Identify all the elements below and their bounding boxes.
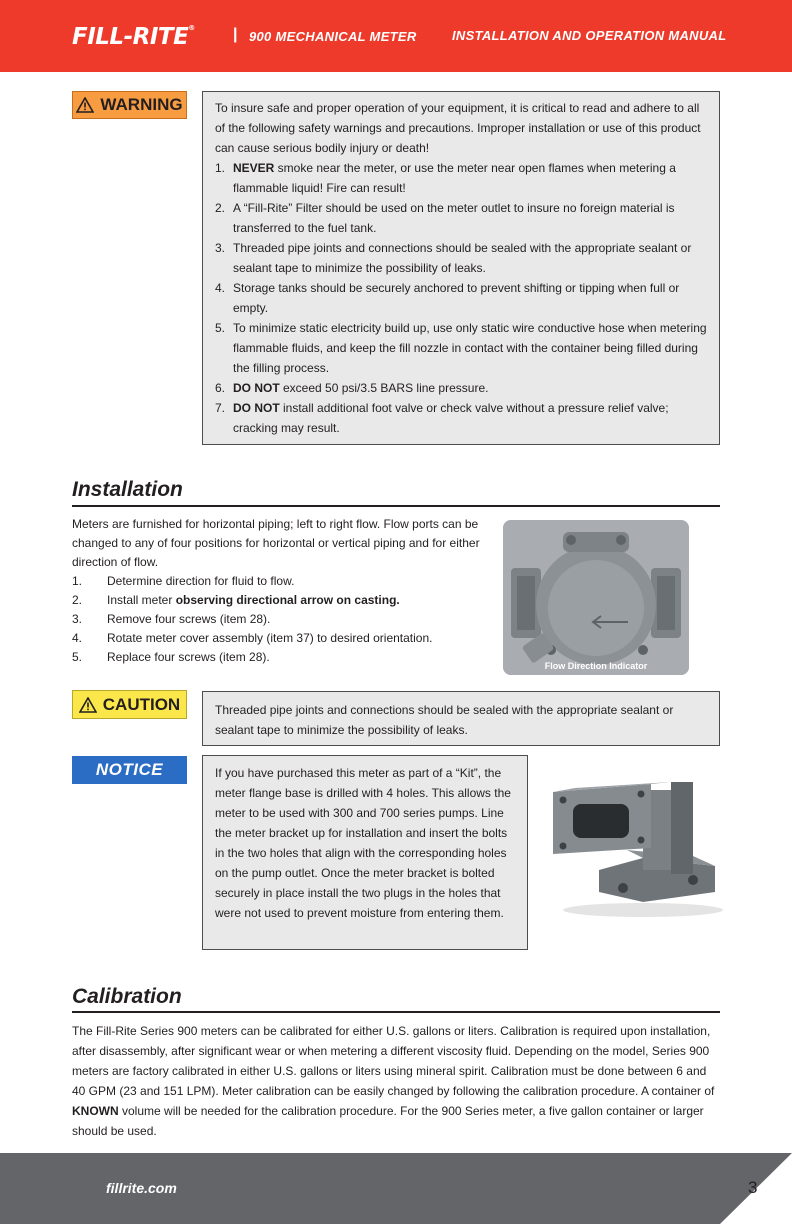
meter-bracket-illustration	[543, 770, 727, 920]
warning-badge	[72, 91, 187, 119]
page-number: 3	[748, 1178, 758, 1197]
warning-triangle-icon	[76, 97, 94, 113]
caution-badge	[72, 690, 187, 719]
warning-item: 4. Storage tanks should be securely anchored to prevent shifting or tipping when full or empty.	[215, 281, 680, 315]
warning-item: 5. To minimize static electricity build up, use only static wire conductive hose when metering flammable fluids, and keep the fill nozzle in contact with the container being filled during the filling process.	[215, 321, 707, 375]
warning-item: 7. DO NOT install additional foot valve or check valve without a pressure relief valve; cracking may result.	[215, 401, 669, 435]
flow-direction-caption: Flow Direction Indicator	[544, 661, 648, 671]
footer-website-link[interactable]: fillrite.com	[106, 1180, 177, 1196]
warning-item: 1. NEVER smoke near the meter, or use the meter near open flames when metering a flammable liquid! Fire can result!	[215, 161, 676, 195]
installation-steps	[72, 572, 502, 667]
caution-label: CAUTION	[102, 694, 181, 714]
installation-body	[72, 515, 502, 667]
caution-box	[202, 691, 720, 746]
header-manual-title: INSTALLATION AND OPERATION MANUAL	[452, 28, 727, 43]
meter-illustration	[503, 520, 689, 675]
warning-box	[202, 91, 720, 445]
warning-item: 3. Threaded pipe joints and connections should be sealed with the appropriate sealant or sealant tape to minimize the possibility of leaks.	[215, 241, 692, 275]
brand-logo: FILL-RITE®	[72, 24, 195, 50]
page-header	[0, 0, 792, 72]
header-product-name: 900 MECHANICAL METER	[249, 29, 417, 44]
installation-intro: Meters are furnished for horizontal piping; left to right flow. Flow ports can be changed to any of four positions for horizontal or vertical piping and for either direction of flow.	[72, 517, 480, 569]
warning-list	[215, 158, 709, 438]
caution-text: Threaded pipe joints and connections should be sealed with the appropriate sealant or sealant tape to minimize the possibility of leaks.	[215, 703, 674, 737]
warning-item: 2. A “Fill-Rite” Filter should be used on the meter outlet to insure no foreign material is transferred to the fuel tank.	[215, 201, 675, 235]
installation-step: 5. Replace four screws (item 28).	[72, 650, 270, 664]
caution-triangle-icon	[79, 697, 97, 713]
installation-rule	[72, 505, 720, 507]
installation-heading: Installation	[72, 478, 183, 501]
notice-label: NOTICE	[95, 760, 164, 779]
warning-intro: To insure safe and proper operation of your equipment, it is critical to read and adhere to all of the following safety warnings and precautions. Improper installation or use of this product can cause serious bodily injury or death!	[215, 101, 701, 155]
notice-box	[202, 755, 528, 950]
installation-step: 4. Rotate meter cover assembly (item 37) to desired orientation.	[72, 631, 433, 645]
header-separator: |	[233, 26, 238, 43]
bracket-photo	[543, 770, 727, 920]
installation-step: 1. Determine direction for fluid to flow.	[72, 574, 295, 588]
calibration-body: The Fill-Rite Series 900 meters can be calibrated for either U.S. gallons or liters. Calibration is required upon installation, after disassembly, after significant wear or when metering a different viscosity fluid. Depending on the model, Series 900 meters are factory calibrated in either U.S. gallons or liters using mineral spirit. Calibration must be done between 6 and 40 GPM (23 and 151 LPM). Meter calibration can be easily changed by following the calibration procedure. A container of KNOWN volume will be needed for the calibration procedure. For the 900 Series meter, a five gallon container or larger should be used.	[72, 1024, 715, 1138]
meter-photo	[503, 520, 689, 675]
notice-text: If you have purchased this meter as part of a “Kit”, the meter flange base is drilled with 4 holes. This allows the meter to be used with 300 and 700 series pumps. Line the meter bracket up for installation and insert the bolts in the two holes that align with the corresponding holes on the pump outlet. Once the meter bracket is bolted securely in place install the two plugs in the holes that were not used to prevent moisture from entering them.	[215, 766, 511, 920]
calibration-heading: Calibration	[72, 985, 182, 1008]
installation-step: 2. Install meter observing directional arrow on casting.	[72, 593, 400, 607]
calibration-rule	[72, 1011, 720, 1013]
warning-label: WARNING	[100, 95, 183, 114]
installation-step: 3. Remove four screws (item 28).	[72, 612, 271, 626]
warning-item: 6. DO NOT exceed 50 psi/3.5 BARS line pressure.	[215, 381, 489, 395]
notice-badge	[72, 756, 187, 784]
